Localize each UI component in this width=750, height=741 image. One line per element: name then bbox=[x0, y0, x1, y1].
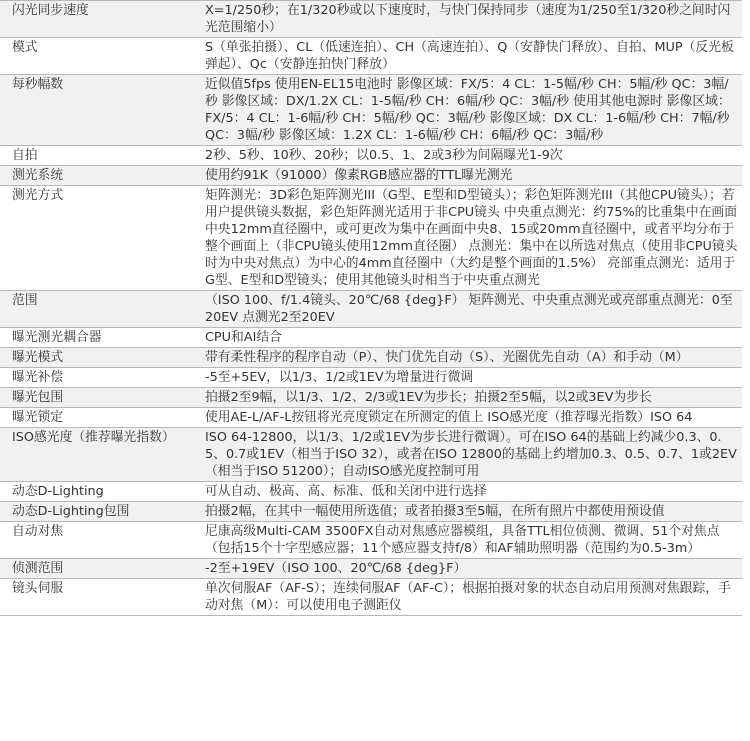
spec-row bbox=[0, 388, 742, 408]
spec-row bbox=[0, 38, 742, 75]
spec-value: （ISO 100、f/1.4镜头、20℃/68 {deg}F） 矩阵测光、中央重点测光或亮部重点测光：0至20EV 点测光2至20EV bbox=[199, 291, 742, 328]
spec-row bbox=[0, 428, 742, 482]
spec-label: 测光方式 bbox=[0, 186, 199, 291]
spec-value: 尼康高级Multi-CAM 3500FX自动对焦感应器模组，具备TTL相位侦测、微调、51个对焦点（包括15个十字型感应器；11个感应器支持f/8）和AF辅助照明器（范围约为0.5-3m） bbox=[199, 522, 742, 559]
spec-value: 带有柔性程序的程序自动（P）、快门优先自动（S）、光圈优先自动（A）和手动（M） bbox=[199, 348, 742, 368]
spec-value: 近似值5fps 使用EN-EL15电池时 影像区域：FX/5：4 CL：1-5幅/秒 CH：5幅/秒 QC：3幅/秒 影像区域：DX/1.2X CL：1-5幅/秒 CH：6幅/秒 QC：3幅/秒 使用其他电源时 影像区域：FX/5：4 CL：1-6幅/秒 CH：5幅/秒 QC：3幅/秒 影像区域：DX CL：1-6幅/秒 CH：7幅/秒 QC：3幅/秒 影像区域：1.2X CL：1-6幅/秒 CH：6幅/秒 QC：3幅/秒 bbox=[199, 75, 742, 146]
spec-label: 曝光补偿 bbox=[0, 368, 199, 388]
spec-label: 测光系统 bbox=[0, 166, 199, 186]
spec-row bbox=[0, 75, 742, 146]
spec-row bbox=[0, 482, 742, 502]
spec-label: 自动对焦 bbox=[0, 522, 199, 559]
spec-value: X=1/250秒；在1/320秒或以下速度时，与快门保持同步（速度为1/250至1/320秒之间时闪光范围缩小） bbox=[199, 1, 742, 38]
spec-label: 曝光模式 bbox=[0, 348, 199, 368]
spec-row bbox=[0, 502, 742, 522]
spec-value: 可从自动、极高、高、标准、低和关闭中进行选择 bbox=[199, 482, 742, 502]
spec-row bbox=[0, 328, 742, 348]
spec-value: 矩阵测光：3D彩色矩阵测光III（G型、E型和D型镜头）；彩色矩阵测光III（其他CPU镜头）；若用户提供镜头数据，彩色矩阵测光适用于非CPU镜头 中央重点测光：约75%的比重集中在画面中央12mm直径圈中，或可更改为集中在画面中央8、15或20mm直径圈中，或者平均分布于整个画面上（非CPU镜头使用12mm直径圈） 点测光：集中在以所选对焦点（使用非CPU镜头时为中央对焦点）为中心的4mm直径圈中（大约是整个画面的1.5%） 亮部重点测光：适用于G型、E型和D型镜头；使用其他镜头时相当于中央重点测光 bbox=[199, 186, 742, 291]
spec-row bbox=[0, 146, 742, 166]
spec-label: 曝光锁定 bbox=[0, 408, 199, 428]
spec-label: 镜头伺服 bbox=[0, 579, 199, 616]
spec-label: ISO感光度（推荐曝光指数） bbox=[0, 428, 199, 482]
spec-value: 拍摄2至9幅，以1/3、1/2、2/3或1EV为步长；拍摄2至5幅，以2或3EV为步长 bbox=[199, 388, 742, 408]
spec-row bbox=[0, 408, 742, 428]
spec-row bbox=[0, 579, 742, 616]
spec-value: -2至+19EV（ISO 100、20℃/68 {deg}F） bbox=[199, 559, 742, 579]
spec-value: ISO 64-12800，以1/3、1/2或1EV为步长进行微调）。可在ISO 64的基础上约减少0.3、0.5、0.7或1EV（相当于ISO 32），或者在ISO 12800的基础上约增加0.3、0.5、0.7、1或2EV（相当于ISO 51200）；自动ISO感光度控制可用 bbox=[199, 428, 742, 482]
spec-row bbox=[0, 166, 742, 186]
spec-value: -5至+5EV，以1/3、1/2或1EV为增量进行微调 bbox=[199, 368, 742, 388]
spec-label: 动态D-Lighting包围 bbox=[0, 502, 199, 522]
spec-label: 范围 bbox=[0, 291, 199, 328]
spec-row bbox=[0, 1, 742, 38]
spec-value: 使用约91K（91000）像素RGB感应器的TTL曝光测光 bbox=[199, 166, 742, 186]
spec-value: 使用AE-L/AF-L按钮将光亮度锁定在所测定的值上 ISO感光度（推荐曝光指数）ISO 64 bbox=[199, 408, 742, 428]
spec-label: 闪光同步速度 bbox=[0, 1, 199, 38]
spec-row bbox=[0, 348, 742, 368]
spec-value: 2秒、5秒、10秒、20秒；以0.5、1、2或3秒为间隔曝光1-9次 bbox=[199, 146, 742, 166]
spec-row bbox=[0, 186, 742, 291]
spec-value: S（单张拍摄）、CL（低速连拍）、CH（高速连拍）、Q（安静快门释放）、自拍、MUP（反光板弹起）、Qc（安静连拍快门释放） bbox=[199, 38, 742, 75]
spec-label: 模式 bbox=[0, 38, 199, 75]
spec-value: CPU和AI结合 bbox=[199, 328, 742, 348]
spec-row bbox=[0, 559, 742, 579]
spec-row bbox=[0, 368, 742, 388]
spec-label: 每秒幅数 bbox=[0, 75, 199, 146]
spec-value: 单次伺服AF（AF-S）；连续伺服AF（AF-C）；根据拍摄对象的状态自动启用预测对焦跟踪，手动对焦（M）：可以使用电子测距仪 bbox=[199, 579, 742, 616]
spec-label: 动态D-Lighting bbox=[0, 482, 199, 502]
spec-label: 侦测范围 bbox=[0, 559, 199, 579]
spec-value: 拍摄2幅，在其中一幅使用所选值；或者拍摄3至5幅，在所有照片中都使用预设值 bbox=[199, 502, 742, 522]
spec-row bbox=[0, 291, 742, 328]
spec-label: 曝光包围 bbox=[0, 388, 199, 408]
spec-label: 曝光测光耦合器 bbox=[0, 328, 199, 348]
spec-row bbox=[0, 522, 742, 559]
spec-label: 自拍 bbox=[0, 146, 199, 166]
